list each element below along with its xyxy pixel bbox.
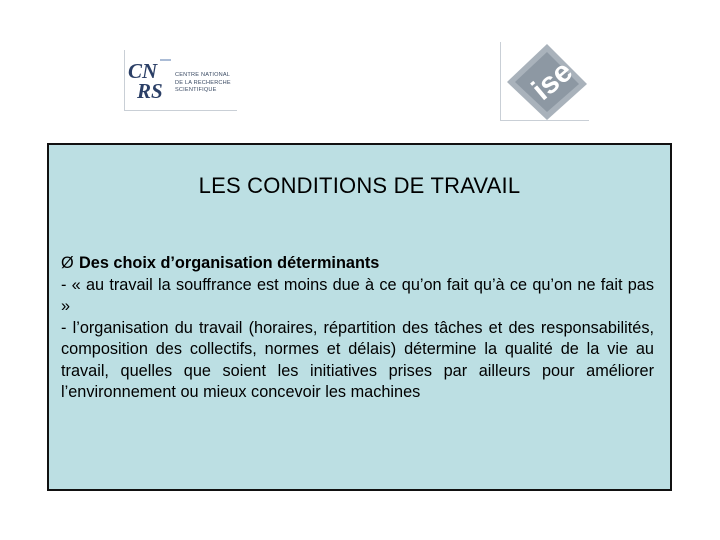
ise-logo-icon (505, 42, 589, 120)
cnrs-logo-icon (127, 56, 173, 102)
svg-text:ise: ise (525, 54, 579, 107)
content-panel (47, 143, 672, 491)
arrow-bullet-icon: Ø (61, 254, 74, 272)
svg-text:CN: CN (128, 59, 158, 83)
body-paragraph: - « au travail la souffrance est moins due à ce qu’on fait qu’à ce qu’on ne fait pas » (61, 275, 654, 315)
bullet-heading (61, 253, 654, 275)
cnrs-logo (124, 50, 237, 111)
body-paragraph: - l’organisation du travail (horaires, répartition des tâches et des responsabilités, composition des collectifs, normes et délais) détermine la qualité de la vie au travail, quelles que soient les initiatives prises par ailleurs pour améliorer l’environnement ou mieux concevoir les machines (61, 318, 654, 401)
cnrs-logo-line: DE LA RECHERCHE (175, 79, 231, 86)
svg-text:RS: RS (137, 79, 163, 102)
slide-body (61, 253, 654, 404)
cnrs-logo-line: CENTRE NATIONAL (175, 72, 231, 78)
slide-title: LES CONDITIONS DE TRAVAIL (198, 173, 521, 198)
cnrs-logo-line: SCIENTIFIQUE (175, 87, 217, 93)
bullet-text: Des choix d’organisation déterminants (79, 254, 380, 272)
cnrs-logo-text (175, 72, 237, 95)
ise-logo (500, 42, 589, 121)
